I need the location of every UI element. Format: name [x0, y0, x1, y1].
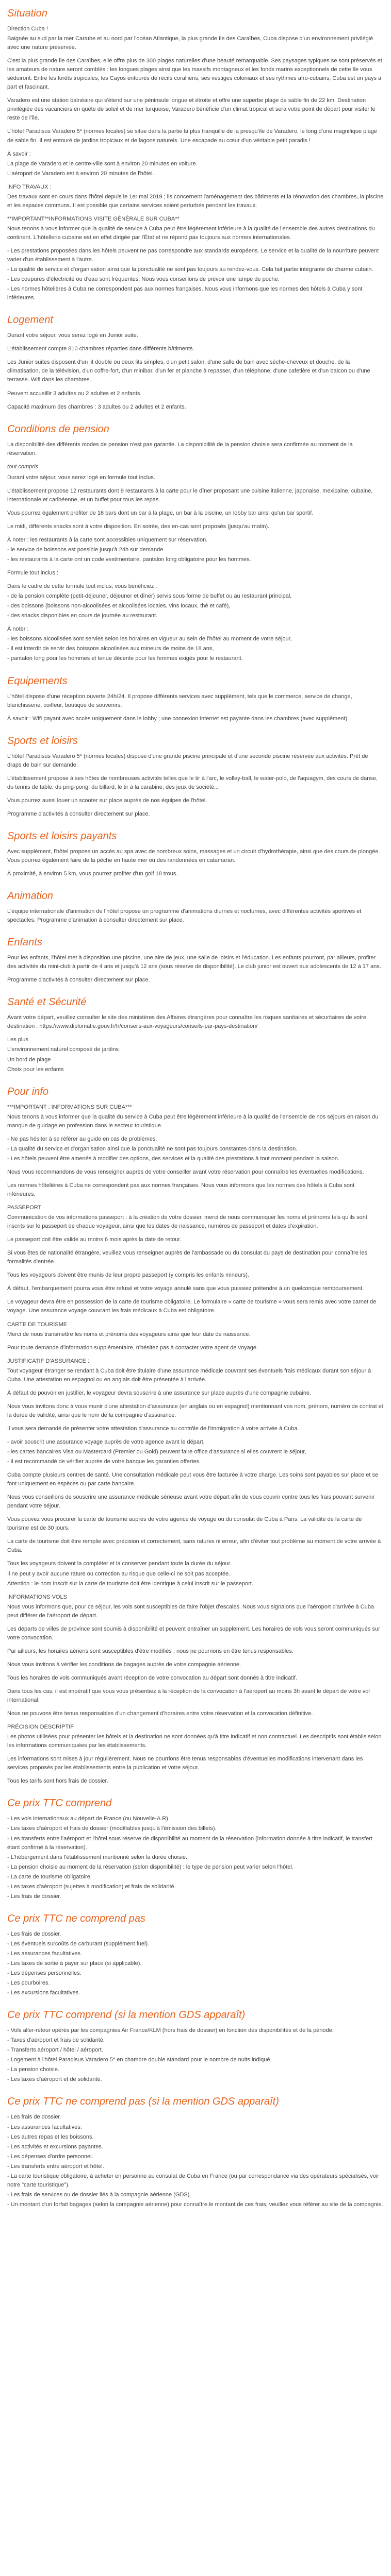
- paragraph: L'établissement propose 12 restaurants dont 9 restaurants à la carte pour le dîner proposant une cuisine italienne, japonaise, mexicaine, cubaine, internationale et caribéenne, et un buffet pour tous les repas.: [7, 487, 373, 503]
- paragraph-label: INFORMATIONS VOLS: [7, 1594, 67, 1600]
- paragraph: Nous vous invitons donc à vous munir d'une attestation d'assurance (en anglais ou en espagnol) mentionnant vos nom, prénom, numéro de contrat et la durée de validité, ainsi que le nom de la compagnie d'assurance.: [7, 1403, 383, 1418]
- section-title-animation: Animation: [7, 890, 53, 902]
- section-title-sante: Santé et Sécurité: [7, 996, 87, 1008]
- list-item: - Taxes d'aéroport et frais de solidarité.: [7, 2037, 105, 2044]
- paragraph: - des boissons (boissons non-alcoolisées et alcoolisées locales, vins locaux, thé et café),: [7, 603, 231, 609]
- paragraph: Le voyageur devra être en possession de la carte de tourisme obligatoire. Le formulaire « carte de tourisme » vous sera remis avec votre carnet de voyage. Une assurance voyage couvrant les frais médicaux à Cuba est obligatoire.: [7, 1299, 377, 1314]
- list-item: - Les transferts entre aéroport et hôtel.: [7, 2163, 104, 2170]
- paragraph: L'établissement compte 810 chambres réparties dans différents bâtiments.: [7, 346, 194, 352]
- paragraph: Par ailleurs, les horaires aériens sont susceptibles d'être modifiés ; nous ne pourrions en être tenus responsables.: [7, 1648, 294, 1654]
- paragraph: Nous ne pouvons être tenus responsables d'un changement d'horaires entre votre réservation et la convocation définitive.: [7, 1710, 313, 1717]
- paragraph-label: PRÉCISION DESCRIPTIF: [7, 1724, 74, 1731]
- list-item: - Les éventuels surcoûts de carburant (supplément fuel).: [7, 1940, 150, 1947]
- paragraph: Nous vous conseillons de souscrire une assurance médicale sérieuse avant votre départ afin de vous couvrir contre tous les frais pouvant survenir pendant votre séjour.: [7, 1494, 375, 1510]
- paragraph: L'hôtel Paradisus Varadero 5* (normes locales) se situe dans la partie la plus tranquille de la presqu'île de Varadero, le long d'une magnifique plage de sable fin. Il est entouré de jardins tropicaux et de lagons naturels. Une escapade au cœur d'un véritable petit paradis !: [7, 128, 378, 144]
- paragraph: - il est interdit de servir des boissons alcoolisées aux mineurs de moins de 18 ans,: [7, 646, 214, 652]
- paragraph: À défaut de pouvoir en justifier, le voyageur devra souscrire à une assurance sur place auprès d'une compagnie cubaine.: [7, 1389, 312, 1396]
- section-title-conditions: Conditions de pension: [7, 423, 109, 435]
- paragraph: Nous vous recommandons de vous renseigner auprès de votre conseiller avant votre réservation pour connaître les éventuelles modifications.: [7, 1168, 364, 1175]
- paragraph: Varadero est une station balnéaire qui s'étend sur une péninsule longue et étroite et offre une superbe plage de sable fin de 22 km. Destination privilégiée des vacanciers en quête de soleil et de mer turquoise, Varadero bénéficie d'un climat tropical et sera votre point de départ pour visiter le reste de l'île.: [7, 97, 376, 122]
- paragraph: - Les normes hôtelières à Cuba ne correspondent pas aux normes françaises. Nous vous informons que les normes des hôtels à Cuba y sont inférieures.: [7, 286, 363, 301]
- paragraph: - les boissons alcoolisées sont servies selon les horaires en vigueur au sein de l'hôtel au moment de votre séjour,: [7, 636, 292, 642]
- paragraph: Nous tenons à vous informer que la qualité du service à Cuba peut être légèrement inférieure à la qualité de l'ensemble de nos séjours en raison du manque de guidage en profession dans le secteur touristique.: [7, 1113, 379, 1129]
- list-item: - Les activités et excursions payantes.: [7, 2143, 103, 2150]
- list-item: - Les autres repas et les boissons.: [7, 2133, 94, 2140]
- list-item: - Logement à l'hôtel Paradisus Varadero 5* en chambre double standard pour le nombre de nuits indiqué.: [7, 2057, 272, 2063]
- paragraph: - La qualité de service et d'organisation ainsi que la ponctualité ne sont pas toujours au rendez-vous. Cela fait partie intégrante du charme cubain.: [7, 266, 373, 273]
- list-item: - Vols aller-retour opérés par les compagnies Air France/KLM (hors frais de dossier) en fonction des disponibilités et de la période.: [7, 2027, 334, 2034]
- paragraph: - Les prestations proposées dans les hôtels peuvent ne pas correspondre aux standards européens. Le service et la qualité de la nourriture peuvent varier d'un établissement à l'autre.: [7, 247, 379, 263]
- paragraph: Capacité maximum des chambres : 3 adultes ou 2 adultes et 2 enfants.: [7, 403, 186, 410]
- list-item: - L'hébergement dans l'établissement mentionné selon la durée choisie.: [7, 1854, 188, 1860]
- paragraph: La plage de Varadero et le centre-ville sont à environ 20 minutes en voiture.: [7, 160, 198, 167]
- section-title-ttc-comprend-gds: Ce prix TTC comprend (si la mention GDS apparaît): [7, 2009, 246, 2021]
- section-animation: [7, 890, 384, 925]
- paragraph-label: PASSEPORT: [7, 1205, 42, 1211]
- paragraph: - des snacks disponibles en cours de journée au restaurant.: [7, 613, 158, 619]
- paragraph: Il vous sera demandé de présenter votre attestation d'assurance au contrôle de l'immigration à votre arrivée à Cuba.: [7, 1425, 299, 1432]
- paragraph: L'établissement propose à ses hôtes de nombreuses activités telles que le tir à l'arc, le volley-ball, le water-polo, de l'aquagym, des cours de danse, du tennis de table, du ping-pong, du billard, le tir à la carabine, des jeux de société...: [7, 775, 378, 790]
- paragraph-label: **IMPORTANT**INFORMATIONS VISITE GÉNÉRALE SUR CUBA**: [7, 215, 180, 222]
- list-item: - Transferts aéroport / hôtel / aéroport.: [7, 2047, 103, 2054]
- paragraph: À défaut, l'embarquement pourra vous être refusé et votre voyage annulé sans que vous puissiez prétendre à un quelconque remboursement.: [7, 1285, 364, 1292]
- paragraph: Merci de nous transmettre les noms et prénoms des voyageurs ainsi que leur date de naissance.: [7, 1331, 251, 1337]
- paragraph: Peuvent accueillir 3 adultes ou 2 adultes et 2 enfants.: [7, 390, 142, 397]
- paragraph: Les photos utilisées pour présenter les hôtels et la destination ne sont données qu'à titre indicatif et non contractuel. Les descriptifs sont établis selon les informations communiquées par les établissements.: [7, 1734, 382, 1749]
- list-item: - La carte de tourisme obligatoire.: [7, 1873, 92, 1880]
- paragraph: Nous vous informons que, pour ce séjour, les vols sont susceptibles de faire l'objet d'escales. Nous vous signalons que l'aéroport d'arrivée à Cuba peut différer de l'aéroport de départ.: [7, 1603, 374, 1619]
- paragraph: L'équipe internationale d'animation de l'hôtel propose un programme d'animations diurnes et nocturnes, avec différentes activités sportives et spectacles. Programme d'animation à consulter directement sur place.: [7, 908, 362, 924]
- paragraph: Direction Cuba !: [7, 26, 48, 32]
- paragraph: Des travaux sont en cours dans l'hôtel depuis le 1er mai 2019 ; ils concernent l'aménagement des bâtiments et la rénovation des chambres, la piscine et les espaces communs. Il est possible que certains services soient perturbés pendant les travaux.: [7, 193, 384, 209]
- paragraph: Vous pourrez aussi louer un scooter sur place auprès de nos équipes de l'hôtel.: [7, 797, 207, 804]
- paragraph: - les restaurants à la carte ont un code vestimentaire, pantalon long obligatoire pour les hommes.: [7, 556, 251, 563]
- section-conditions: [7, 423, 384, 664]
- paragraph: À noter : les restaurants à la carte sont accessibles uniquement sur réservation.: [7, 536, 208, 543]
- list-item: - Les frais de services ou de dossier liés à la compagnie aérienne (GDS).: [7, 2191, 191, 2198]
- section-title-equipements: Equipements: [7, 675, 68, 687]
- section-sports-payants: [7, 830, 384, 878]
- section-title-situation: Situation: [7, 8, 47, 19]
- paragraph: Baignée au sud par la mer Caraïbe et au nord par l'océan Atlantique, la plus grande île des Caraïbes, Cuba dispose d'un environnement privilégié avec une nature préservée.: [7, 36, 373, 51]
- paragraph: - les cartes bancaires Visa ou Mastercard (Premier ou Gold) peuvent faire office d'assurance si elles couvrent le séjour,: [7, 1449, 306, 1455]
- section-sante: [7, 996, 384, 1074]
- paragraph: C'est la plus grande île des Caraïbes, elle offre plus de 300 plages naturelles d'une beauté remarquable. Ses paysages typiques se sont préservés et les amateurs de nature seront comblés : les longues plages ainsi que les massifs montagneux et les fonds marins exceptionnels de cette île vous séduiront. Entre les forêts tropicales, les Cayos entourés de récifs coralliens, ses vestiges coloniaux et ses rythmes afro-cubains, Cuba est un pays à part et fascinant.: [7, 58, 382, 91]
- paragraph: Pour toute demande d'information supplémentaire, n'hésitez pas à contacter votre agent de voyage.: [7, 1344, 258, 1351]
- paragraph: L'hôtel Paradisus Varadero 5* (normes locales) dispose d'une grande piscine principale et d'une seconde piscine réservée aux activités. Prêt de draps de bain sur demande.: [7, 753, 368, 768]
- paragraph-label: CARTE DE TOURISME: [7, 1321, 68, 1328]
- paragraph: Le midi, différents snacks sont à votre disposition. En soirée, des en-cas sont proposés (jusqu'au matin).: [7, 523, 270, 530]
- paragraph: Tous les tarifs sont hors frais de dossier.: [7, 1778, 108, 1785]
- list-item: - Les taxes d'aéroport et frais de dossier (modifiables jusqu'à l'émission des billets).: [7, 1825, 217, 1832]
- list-item: - La pension choisie.: [7, 2066, 59, 2073]
- section-title-ttc-comprend: Ce prix TTC comprend: [7, 1798, 112, 1809]
- list-item: - Les frais de dossier.: [7, 2114, 61, 2121]
- paragraph: Avant votre départ, veuillez consulter le site des ministères des Affaires étrangères pour connaître les risques sanitaires et sécuritaires de votre destination : https://www.diplomatie.gouv.fr/fr/conseils-aux-voyageurs/conseils-par-pays-destination/: [7, 1014, 367, 1030]
- paragraph: Tous les horaires de vols communiqués avant réception de votre convocation au départ sont donnés à titre indicatif.: [7, 1674, 297, 1681]
- paragraph: - le service de boissons est possible jusqu'à 24h sur demande.: [7, 547, 165, 553]
- list-item: - Les taxes d'aéroport et de solidarité.: [7, 2076, 102, 2083]
- section-title-enfants: Enfants: [7, 937, 42, 948]
- list-item: - La pension choisie au moment de la réservation (selon disponibilité) : le type de pension peut varier selon l'hôtel.: [7, 1863, 294, 1870]
- paragraph: Si vous êtes de nationalité étrangère, veuillez vous renseigner auprès de l'ambassade ou du consulat du pays de destination pour connaître les formalités d'entrée.: [7, 1250, 367, 1265]
- paragraph-label: JUSTIFICATIF D'ASSURANCE :: [7, 1358, 89, 1364]
- section-title-sports: Sports et loisirs: [7, 735, 78, 747]
- list-item: - Les excursions facultatives.: [7, 1990, 80, 1996]
- section-ttc-ne-comprend-gds: [7, 2095, 384, 2209]
- paragraph: Communication de vos informations passeport : à la création de votre dossier, merci de nous communiquer les noms et prénoms tels qu'ils sont inscrits sur le passeport de chaque voyageur, ainsi que les dates de naissance, numéros de passeport et dates d'expiration.: [7, 1214, 367, 1230]
- section-title-ttc-ne-comprend: Ce prix TTC ne comprend pas: [7, 1912, 145, 1924]
- section-title-logement: Logement: [7, 314, 53, 326]
- paragraph: Attention : le nom inscrit sur la carte de tourisme doit être identique à celui inscrit sur le passeport.: [7, 1580, 253, 1587]
- paragraph: Tous les voyageurs doivent la compléter et la conserver pendant toute la durée du séjour.: [7, 1561, 232, 1567]
- paragraph: Il ne peut y avoir aucune rature ou correction au risque que celle-ci ne soit pas acceptée.: [7, 1570, 231, 1577]
- list-item: - Les assurances facultatives.: [7, 2124, 82, 2130]
- paragraph: La disponibilité des différents modes de pension n'est pas garantie. La disponibilité de la pension choisie sera confirmée au moment de la réservation.: [7, 441, 353, 456]
- paragraph: Les normes hôtelières à Cuba ne correspondent pas aux normes françaises. Nous vous informons que les normes des hôtels à Cuba sont inférieures.: [7, 1182, 355, 1197]
- paragraph: Le passeport doit être valide au moins 6 mois après la date de retour.: [7, 1236, 182, 1243]
- list-item: - Les transferts entre l'aéroport et l'hôtel sous réserve de disponibilité au moment de la réservation (information donnée à titre indicatif, le transfert étant confirmé à la réservation).: [7, 1835, 372, 1851]
- paragraph: Les plus: [7, 1037, 28, 1043]
- paragraph: Cuba compte plusieurs centres de santé. Une consultation médicale peut vous être facturée à votre charge. Les soins sont payables sur place et se font uniquement en espèces ou par carte bancaire.: [7, 1472, 379, 1487]
- paragraph: Durant votre séjour, vous serez logé en formule tout inclus.: [7, 474, 155, 481]
- paragraph-label: INFO TRAVAUX :: [7, 183, 52, 190]
- paragraph: Programme d'activités à consulter directement sur place.: [7, 977, 150, 984]
- paragraph: - de la pension complète (petit-déjeuner, déjeuner et dîner) servis sous forme de buffet ou au restaurant principal,: [7, 593, 292, 600]
- list-item: - Un montant d'un forfait bagages (selon la compagnie aérienne) pour connaître le montant de ces frais, veuillez vous référer au site de la compagnie.: [7, 2201, 383, 2208]
- paragraph: - avoir souscrit une assurance voyage auprès de votre agence avant le départ,: [7, 1438, 205, 1445]
- paragraph: - pantalon long pour les hommes et tenue décente pour les femmes exigés pour le restaurant.: [7, 655, 243, 662]
- section-equipements: [7, 675, 384, 723]
- section-title-pour-info: Pour info: [7, 1086, 49, 1097]
- paragraph: Avec supplément, l'hôtel propose un accès au spa avec de nombreux soins, massages et un circuit d'hydrothérapie, ainsi que des cours de plongée. Vous pourrez également faire de la pêche en haute mer ou des randonnées en catamaran.: [7, 848, 380, 863]
- paragraph: Nous vous invitons à vérifier les conditions de bagages auprès de votre compagnie aérienne.: [7, 1661, 241, 1668]
- paragraph: Dans tous les cas, il est impératif que vous vous présentiez à la réception de la convocation à l'aéroport au moins 3h avant le départ de votre vol international.: [7, 1688, 370, 1704]
- paragraph: - Ne pas hésiter à se référer au guide en cas de problèmes.: [7, 1136, 157, 1142]
- paragraph: Programme d'activités à consulter directement sur place.: [7, 810, 150, 817]
- section-logement: [7, 314, 384, 411]
- list-item: - Les taxes d'aéroport (sujettes à modification) et frais de solidarité.: [7, 1883, 176, 1890]
- paragraph: Un bord de plage: [7, 1056, 51, 1063]
- paragraph: À savoir : Wifi payant avec accès uniquement dans le lobby ; une connexion internet est payante dans les chambres (avec supplément).: [7, 715, 349, 722]
- paragraph: Vous pouvez vous procurer la carte de tourisme auprès de votre agence de voyage ou du consulat de Cuba à Paris. La validité de la carte de tourisme est de 30 jours.: [7, 1516, 362, 1532]
- paragraph: L'aéroport de Varadero est à environ 20 minutes de l'hôtel.: [7, 170, 154, 177]
- paragraph: Tout voyageur étranger se rendant à Cuba doit être titulaire d'une assurance médicale couvrant ses éventuels frais médicaux durant son séjour à Cuba. Une attestation en espagnol ou en anglais doit être présentée à l'arrivée.: [7, 1367, 371, 1383]
- paragraph: - La qualité du service et d'organisation ainsi que la ponctualité ne sont pas toujours constantes dans la destination.: [7, 1145, 298, 1152]
- section-ttc-comprend-gds: [7, 2009, 384, 2084]
- list-item: - Les taxes de sortie à payer sur place (si applicable).: [7, 1960, 142, 1967]
- paragraph: Nous tenons à vous informer que la qualité de service à Cuba peut être légèrement inférieure à la qualité de l'ensemble des autres destinations du continent. L'hôtellerie cubaine est en effet dirigée par l'État et ne répond pas toujours aux normes internationales.: [7, 225, 375, 241]
- paragraph: L'hôtel dispose d'une réception ouverte 24h/24. Il propose différents services avec supplément, tels que le commerce, service de change, blanchisserie, coiffeur, boutique de souvenirs.: [7, 693, 352, 708]
- section-sports: [7, 735, 384, 819]
- section-situation: [7, 7, 384, 302]
- paragraph: Les départs de villes de province sont soumis à disponibilité et peuvent entraîner un supplément. Les horaires de vols vous seront communiqués sur votre convocation.: [7, 1625, 380, 1641]
- paragraph: - Les coupures d'électricité ou d'eau sont fréquentes. Nous vous conseillons de prévoir une lampe de poche.: [7, 276, 280, 283]
- list-item: - Les assurances facultatives.: [7, 1950, 82, 1957]
- list-item: - Les dépenses personnelles.: [7, 1970, 82, 1977]
- sub-heading: tout compris: [7, 463, 38, 470]
- paragraph: Les Junior suites disposent d'un lit double ou deux lits simples, d'un petit salon, d'une salle de bain avec sèche-cheveux et douche, de la climatisation, de la télévision, d'un coffre-fort, d'un minibar, d'un fer et planche à repasser, d'un téléphone, d'une cafetière et d'un balcon ou d'une terrasse. Wifi dans les chambres.: [7, 359, 370, 383]
- paragraph: - Les hôtels peuvent être amenés à modifier des options, des services et la qualité des prestations à tout moment pendant la saison.: [7, 1155, 339, 1162]
- list-item: - Les frais de dossier.: [7, 1893, 61, 1900]
- section-title-ttc-ne-comprend-gds: Ce prix TTC ne comprend pas (si la mention GDS apparaît): [7, 2096, 279, 2108]
- paragraph-label: À savoir :: [7, 150, 31, 157]
- paragraph: Formule tout inclus :: [7, 570, 59, 577]
- list-item: - Les frais de dossier.: [7, 1930, 61, 1937]
- list-item: - Les dépenses d'ordre personnel.: [7, 2153, 93, 2160]
- paragraph: Choix pour les enfants: [7, 1066, 64, 1073]
- paragraph: La carte de tourisme doit être remplie avec précision et correctement, sans ratures ni erreur, afin d'éviter tout problème au moment de votre arrivée à Cuba.: [7, 1538, 381, 1554]
- paragraph: L'environnement naturel composé de jardins: [7, 1046, 119, 1053]
- paragraph-label: ***IMPORTANT : INFORMATIONS SUR CUBA***: [7, 1104, 132, 1110]
- paragraph: Vous pourrez également profiter de 16 bars dont un bar à la plage, un bar à la piscine, un lobby bar ainsi qu'un bar sportif.: [7, 510, 314, 516]
- paragraph: Tous les voyageurs doivent être munis de leur propre passeport (y compris les enfants mineurs).: [7, 1272, 249, 1279]
- paragraph: Durant votre séjour, vous serez logé en Junior suite.: [7, 332, 138, 339]
- paragraph: À proximité, à environ 5 km, vous pourrez profiter d'un golf 18 trous.: [7, 871, 178, 877]
- section-title-sports-payants: Sports et loisirs payants: [7, 830, 117, 842]
- section-ttc-comprend: [7, 1797, 384, 1901]
- list-item: - La carte touristique obligatoire, à acheter en personne au consulat de Cuba en France (ou par correspondance via des opérateurs spécialisés, voir notre "carte touristique").: [7, 2173, 379, 2188]
- section-enfants: [7, 936, 384, 985]
- paragraph: Pour les enfants, l'hôtel met à disposition une piscine, une aire de jeux, une salle de loisirs et l'éducation. Les enfants pourront, par ailleurs, profiter des activités du mini-club à partir de 4 ans et jusqu'à 12 ans (sous réserve de disponibilité). Le club junior est ouvert aux adolescents de 12 à 17 ans.: [7, 955, 381, 970]
- list-item: - Les pourboires.: [7, 1980, 50, 1987]
- section-ttc-ne-comprend: [7, 1912, 384, 1997]
- section-pour-info: [7, 1086, 384, 1786]
- paragraph: - il est recommandé de vérifier auprès de votre banque les garanties offertes.: [7, 1459, 201, 1465]
- paragraph: Dans le cadre de cette formule tout inclus, vous bénéficiez :: [7, 583, 157, 590]
- paragraph: À noter :: [7, 626, 29, 633]
- paragraph: Les informations sont mises à jour régulièrement. Nous ne pourrions être tenus responsables d'éventuelles modifications intervenant dans les services proposés par les établissements entre la publication et votre séjour.: [7, 1756, 363, 1771]
- list-item: - Les vols internationaux au départ de France (ou Nouvelle-A.R).: [7, 1816, 170, 1822]
